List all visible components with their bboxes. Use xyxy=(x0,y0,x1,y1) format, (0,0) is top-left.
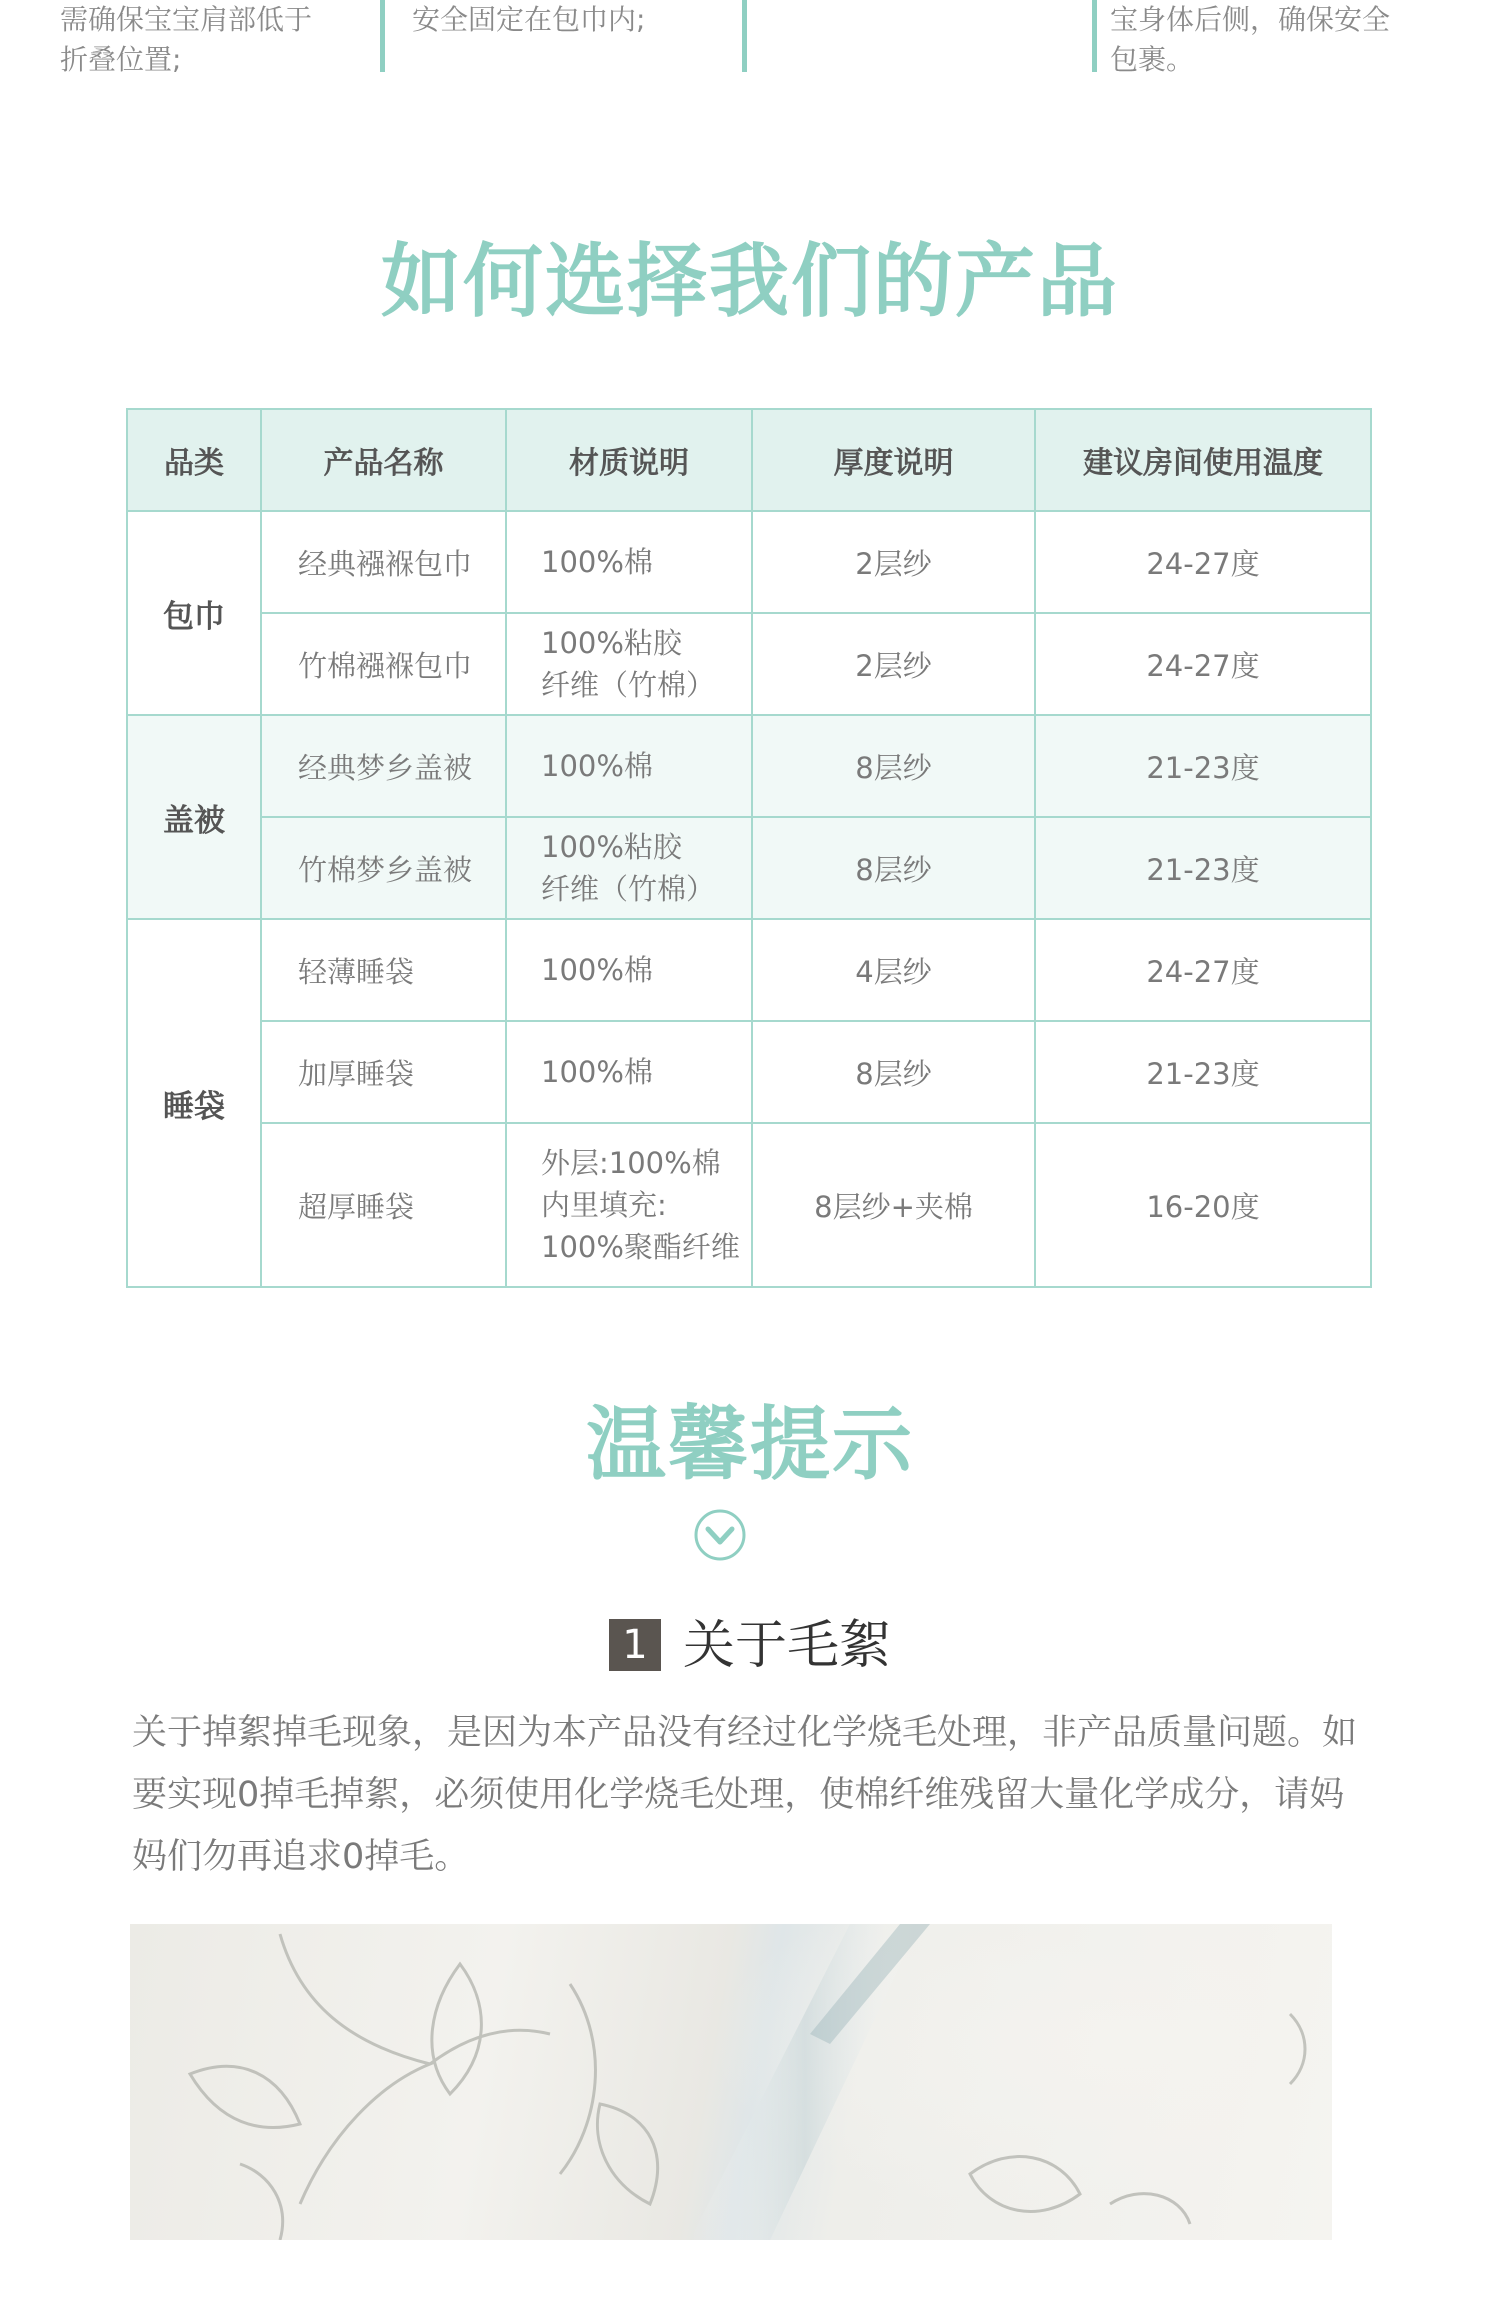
table-row xyxy=(127,613,1371,715)
product-name-cell: 超厚睡袋 xyxy=(261,1123,506,1287)
top-column-2 xyxy=(412,0,712,40)
material-cell xyxy=(506,919,752,1021)
chevron-down-circle-icon xyxy=(693,1508,747,1562)
material-cell xyxy=(506,817,752,919)
thickness-cell: 8层纱 xyxy=(752,715,1035,817)
top-column-2-line-1: 安全固定在包巾内; xyxy=(412,3,646,36)
top-divider-1 xyxy=(380,0,385,72)
product-name-cell: 经典梦乡盖被 xyxy=(261,715,506,817)
temperature-cell: 16-20度 xyxy=(1035,1123,1371,1287)
top-column-4-line-1: 宝身体后侧，确保安全 xyxy=(1110,3,1391,36)
material-line: 100%粘胶 xyxy=(541,626,682,660)
top-column-4 xyxy=(1110,0,1450,80)
material-cell xyxy=(506,1021,752,1123)
table-row xyxy=(127,1021,1371,1123)
header-temperature: 建议房间使用温度 xyxy=(1035,409,1371,511)
temperature-cell: 21-23度 xyxy=(1035,715,1371,817)
header-thickness: 厚度说明 xyxy=(752,409,1035,511)
material-line: 100%棉 xyxy=(541,953,653,987)
thickness-cell: 8层纱 xyxy=(752,1021,1035,1123)
thickness-cell: 8层纱+夹棉 xyxy=(752,1123,1035,1287)
temperature-cell: 24-27度 xyxy=(1035,919,1371,1021)
product-name-cell: 加厚睡袋 xyxy=(261,1021,506,1123)
tips-title: 温馨提示 xyxy=(586,1398,914,1491)
thickness-cell: 8层纱 xyxy=(752,817,1035,919)
top-column-1 xyxy=(60,0,360,80)
header-product-name: 产品名称 xyxy=(261,409,506,511)
thickness-cell: 2层纱 xyxy=(752,613,1035,715)
category-cell: 睡袋 xyxy=(127,919,261,1287)
material-line: 内里填充: xyxy=(541,1188,667,1222)
fabric-photo xyxy=(130,1924,1332,2240)
material-line: 纤维（竹棉） xyxy=(541,668,716,702)
table-row xyxy=(127,715,1371,817)
table-header-row xyxy=(127,409,1371,511)
header-material: 材质说明 xyxy=(506,409,752,511)
product-table xyxy=(126,408,1372,1288)
temperature-cell: 21-23度 xyxy=(1035,1021,1371,1123)
material-line: 100%棉 xyxy=(541,545,653,579)
table-row xyxy=(127,919,1371,1021)
material-line: 100%聚酯纤维 xyxy=(541,1230,740,1264)
temperature-cell: 21-23度 xyxy=(1035,817,1371,919)
material-line: 外层:100%棉 xyxy=(541,1146,721,1180)
temperature-cell: 24-27度 xyxy=(1035,511,1371,613)
product-name-cell: 竹棉襁褓包巾 xyxy=(261,613,506,715)
header-category: 品类 xyxy=(127,409,261,511)
tip-heading-text: 关于毛絮 xyxy=(682,1616,891,1676)
table-row xyxy=(127,817,1371,919)
top-column-1-line-2: 折叠位置; xyxy=(60,43,182,76)
material-line: 100%棉 xyxy=(541,1055,653,1089)
top-strip xyxy=(0,0,1500,80)
material-line: 纤维（竹棉） xyxy=(541,872,716,906)
temperature-cell: 24-27度 xyxy=(1035,613,1371,715)
material-line: 100%粘胶 xyxy=(541,830,682,864)
top-divider-2 xyxy=(742,0,747,72)
tip-number-badge: 1 xyxy=(609,1619,661,1671)
top-column-1-line-1: 需确保宝宝肩部低于 xyxy=(60,3,313,36)
material-cell xyxy=(506,715,752,817)
product-name-cell: 轻薄睡袋 xyxy=(261,919,506,1021)
thickness-cell: 4层纱 xyxy=(752,919,1035,1021)
choose-product-title: 如何选择我们的产品 xyxy=(381,235,1119,328)
tip-body-text: 关于掉絮掉毛现象，是因为本产品没有经过化学烧毛处理，非产品质量问题。如要实现0掉毛掉絮，必须使用化学烧毛处理，使棉纤维残留大量化学成分，请妈妈们勿再追求0掉毛。 xyxy=(132,1713,1358,1877)
material-line: 100%棉 xyxy=(541,749,653,783)
material-cell xyxy=(506,1123,752,1287)
fabric-pattern-illustration xyxy=(130,1924,1332,2240)
tip-heading xyxy=(0,1616,1500,1676)
material-cell xyxy=(506,511,752,613)
table-row xyxy=(127,511,1371,613)
thickness-cell: 2层纱 xyxy=(752,511,1035,613)
category-cell: 盖被 xyxy=(127,715,261,919)
table-row xyxy=(127,1123,1371,1287)
top-divider-3 xyxy=(1092,0,1097,72)
material-cell xyxy=(506,613,752,715)
product-name-cell: 竹棉梦乡盖被 xyxy=(261,817,506,919)
category-cell: 包巾 xyxy=(127,511,261,715)
top-column-4-line-2: 包裹。 xyxy=(1110,43,1195,76)
product-name-cell: 经典襁褓包巾 xyxy=(261,511,506,613)
